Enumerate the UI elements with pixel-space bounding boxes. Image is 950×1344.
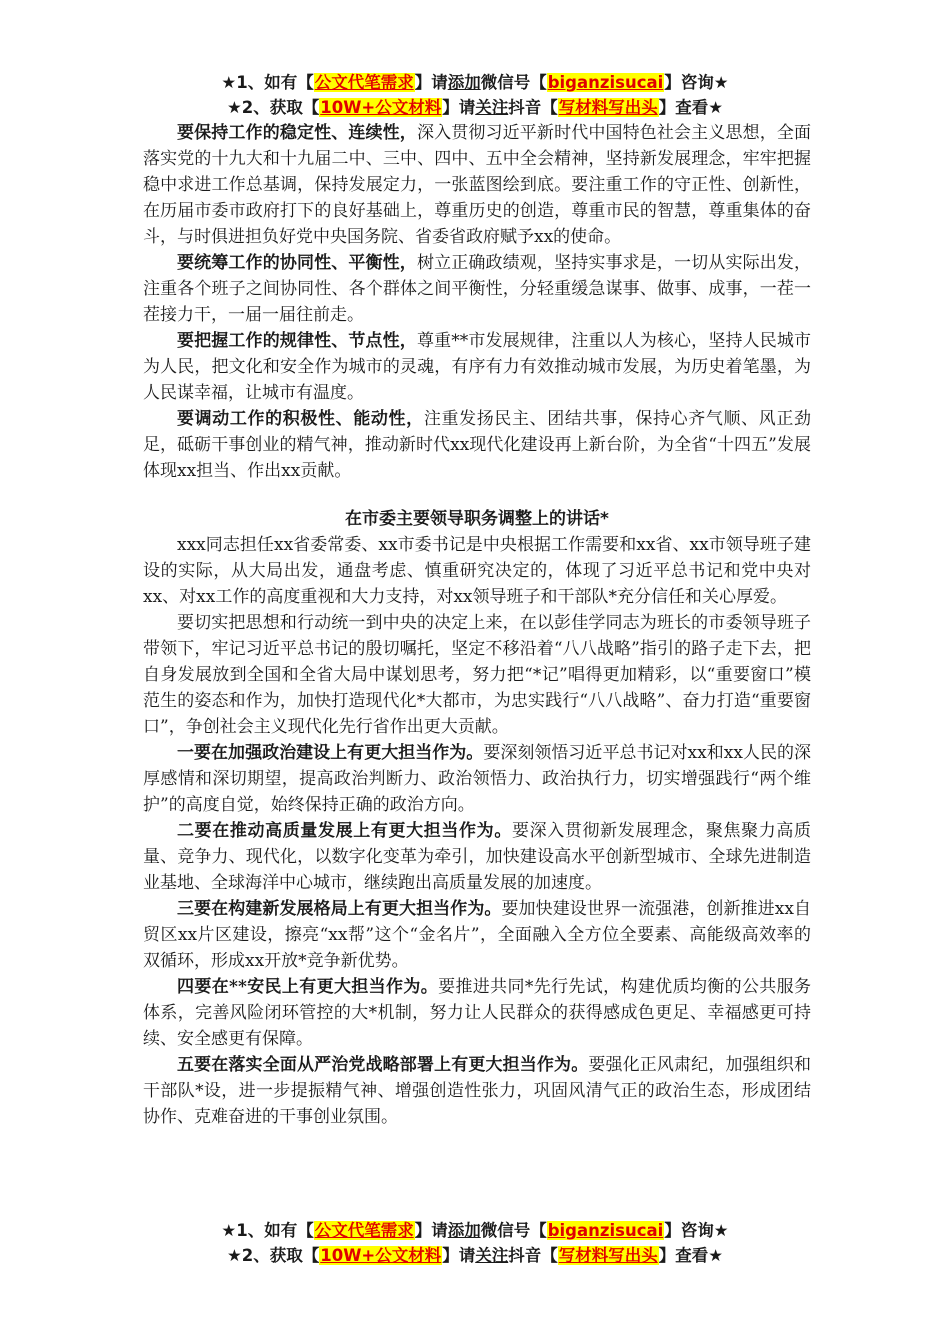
promo-highlight: 写材料写出头 <box>558 98 658 117</box>
promo-text: 】请 <box>414 73 448 92</box>
promo-text: ★2、获取【 <box>226 1246 320 1265</box>
promo-highlight: biganzisucai <box>547 1221 664 1240</box>
body-paragraph <box>143 818 811 896</box>
promo-text: 】请 <box>442 98 476 117</box>
promo-text: 】请 <box>414 1221 448 1240</box>
bottom-promo-banner <box>0 1218 950 1268</box>
paragraph-text: 树立正确政绩观，坚持实事求是，一切从实际出发，注重各个班子之间协同性、各个群体之间平衡性，分轻重缓急谋事、做事、成事，一茬一茬接力干，一届一届往前走。 <box>143 253 812 325</box>
promo-underline: 关注 <box>475 98 509 117</box>
promo-text: ★2、获取【 <box>226 98 320 117</box>
promo-highlight: 公文代笔需求 <box>314 1221 414 1240</box>
body-paragraph <box>143 328 811 406</box>
promo-underline: 添加 <box>447 1221 481 1240</box>
paragraph-lead: 要调动工作的积极性、能动性， <box>177 409 424 429</box>
promo-line-2 <box>0 1243 950 1268</box>
paragraph-lead: 二要在推动高质量发展上有更大担当作为。 <box>177 821 512 841</box>
promo-line-1 <box>0 70 950 95</box>
paragraph-lead: 四要在**安民上有更大担当作为。 <box>177 977 439 997</box>
promo-text: 】咨询★ <box>664 73 729 92</box>
paragraph-text: 尊重**市发展规律，注重以人为核心，坚持人民城市为人民，把文化和安全作为城市的灵魂，有序有力有效推动城市发展，为历史着笔墨，为人民谋幸福，让城市有温度。 <box>143 331 812 403</box>
promo-text: 抖音【 <box>508 98 558 117</box>
paragraph-text: xxx同志担任xx省委常委、xx市委书记是中央根据工作需要和xx省、xx市领导班子建设的实际，从大局出发，通盘考虑、慎重研究决定的，体现了习近平总书记和党中央对xx、对xx工作的高度重视和大力支持，对xx领导班子和干部队*充分信任和关心厚爱。 <box>143 535 811 607</box>
paragraph-text: 要深入贯彻新发展理念，聚焦聚力高质量、竞争力、现代化，以数字化变革为牵引，加快建设高水平创新型城市、全球先进制造业基地、全球海洋中心城市，继续跑出高质量发展的加速度。 <box>143 821 812 893</box>
paragraph-lead: 要把握工作的规律性、节点性， <box>177 331 417 351</box>
body-paragraph <box>143 120 811 250</box>
promo-text: 】查看★ <box>658 1246 724 1265</box>
promo-text: 微信号【 <box>480 1221 547 1240</box>
paragraph-lead: 五要在落实全面从严治党战略部署上有更大担当作为。 <box>177 1055 589 1075</box>
promo-highlight: 写材料写出头 <box>558 1246 658 1265</box>
promo-highlight: 10W+公文材料 <box>320 98 442 117</box>
body-paragraph <box>143 1052 811 1130</box>
body-paragraph <box>143 406 811 484</box>
promo-text: ★1、如有【 <box>221 1221 314 1240</box>
promo-text: 】咨询★ <box>664 1221 729 1240</box>
paragraph-text: 深入贯彻习近平新时代中国特色社会主义思想，全面落实党的十九大和十九届二中、三中、四中、五中全会精神，坚持新发展理念，牢牢把握稳中求进工作总基调，保持发展定力，一张蓝图绘到底。要注重工作的守正性、创新性，在历届市委市政府打下的良好基础上，尊重历史的创造，尊重市民的智慧，尊重集体的奋斗，与时俱进担负好党中央国务院、省委省政府赋予xx的使命。 <box>143 123 812 247</box>
promo-text: 微信号【 <box>480 73 547 92</box>
body-paragraph <box>143 610 811 740</box>
body-paragraph <box>143 740 811 818</box>
promo-highlight: 公文代笔需求 <box>314 73 414 92</box>
paragraph-text: 要加快建设世界一流强港，创新推进xx自贸区xx片区建设，擦亮“xx帮”这个“金名片”，全面融入全方位全要素、高能级高效率的双循环，形成xx开放*竞争新优势。 <box>143 899 811 971</box>
promo-underline: 添加 <box>447 73 481 92</box>
promo-line-2 <box>0 95 950 120</box>
section-title: 在市委主要领导职务调整上的讲话* <box>345 509 609 529</box>
body-paragraph <box>143 896 811 974</box>
promo-text: 】查看★ <box>658 98 724 117</box>
paragraph-text: 要深刻领悟习近平总书记对xx和xx人民的深厚感情和深切期望，提高政治判断力、政治领悟力、政治执行力，切实增强践行“两个维护”的高度自觉，始终保持正确的政治方向。 <box>143 743 811 815</box>
body-paragraph <box>143 532 811 610</box>
promo-highlight: 10W+公文材料 <box>320 1246 442 1265</box>
section-spacer <box>143 484 811 506</box>
paragraph-lead: 要统筹工作的协同性、平衡性， <box>177 253 417 273</box>
body-paragraph <box>143 974 811 1052</box>
promo-text: 】请 <box>442 1246 476 1265</box>
paragraph-text: 要推进共同*先行先试，构建优质均衡的公共服务体系，完善风险闭环管控的大*机制，努力让人民群众的获得感成色更足、幸福感更可持续、安全感更有保障。 <box>143 977 812 1049</box>
promo-text: 抖音【 <box>508 1246 558 1265</box>
body-paragraph <box>143 250 811 328</box>
promo-line-1 <box>0 1218 950 1243</box>
paragraph-lead: 三要在构建新发展格局上有更大担当作为。 <box>177 899 502 919</box>
body-content <box>143 120 811 1130</box>
paragraph-text: 要强化正风肃纪，加强组织和干部队*设，进一步提振精气神、增强创造性张力，巩固风清气正的政治生态，形成团结协作、克难奋进的干事创业氛围。 <box>143 1055 812 1127</box>
top-promo-banner <box>0 70 950 120</box>
promo-text: ★1、如有【 <box>221 73 314 92</box>
paragraph-text: 注重发扬民主、团结共事，保持心齐气顺、风正劲足，砥砺干事创业的精气神，推动新时代xx现代化建设再上新台阶，为全省“十四五”发展体现xx担当、作出xx贡献。 <box>143 409 812 481</box>
promo-highlight: biganzisucai <box>547 73 664 92</box>
paragraph-text: 要切实把思想和行动统一到中央的决定上来，在以彭佳学同志为班长的市委领导班子带领下，牢记习近平总书记的殷切嘱托，坚定不移沿着“八八战略”指引的路子走下去，把自身发展放到全国和全省大局中谋划思考，努力把“*记”唱得更加精彩，以“重要窗口”模范生的姿态和作为，加快打造现代化*大都市，为忠实践行“八八战略”、奋力打造“重要窗口”，争创社会主义现代化先行省作出更大贡献。 <box>143 613 811 737</box>
paragraph-lead: 要保持工作的稳定性、连续性， <box>177 123 417 143</box>
paragraph-lead: 一要在加强政治建设上有更大担当作为。 <box>177 743 484 763</box>
promo-underline: 关注 <box>475 1246 509 1265</box>
